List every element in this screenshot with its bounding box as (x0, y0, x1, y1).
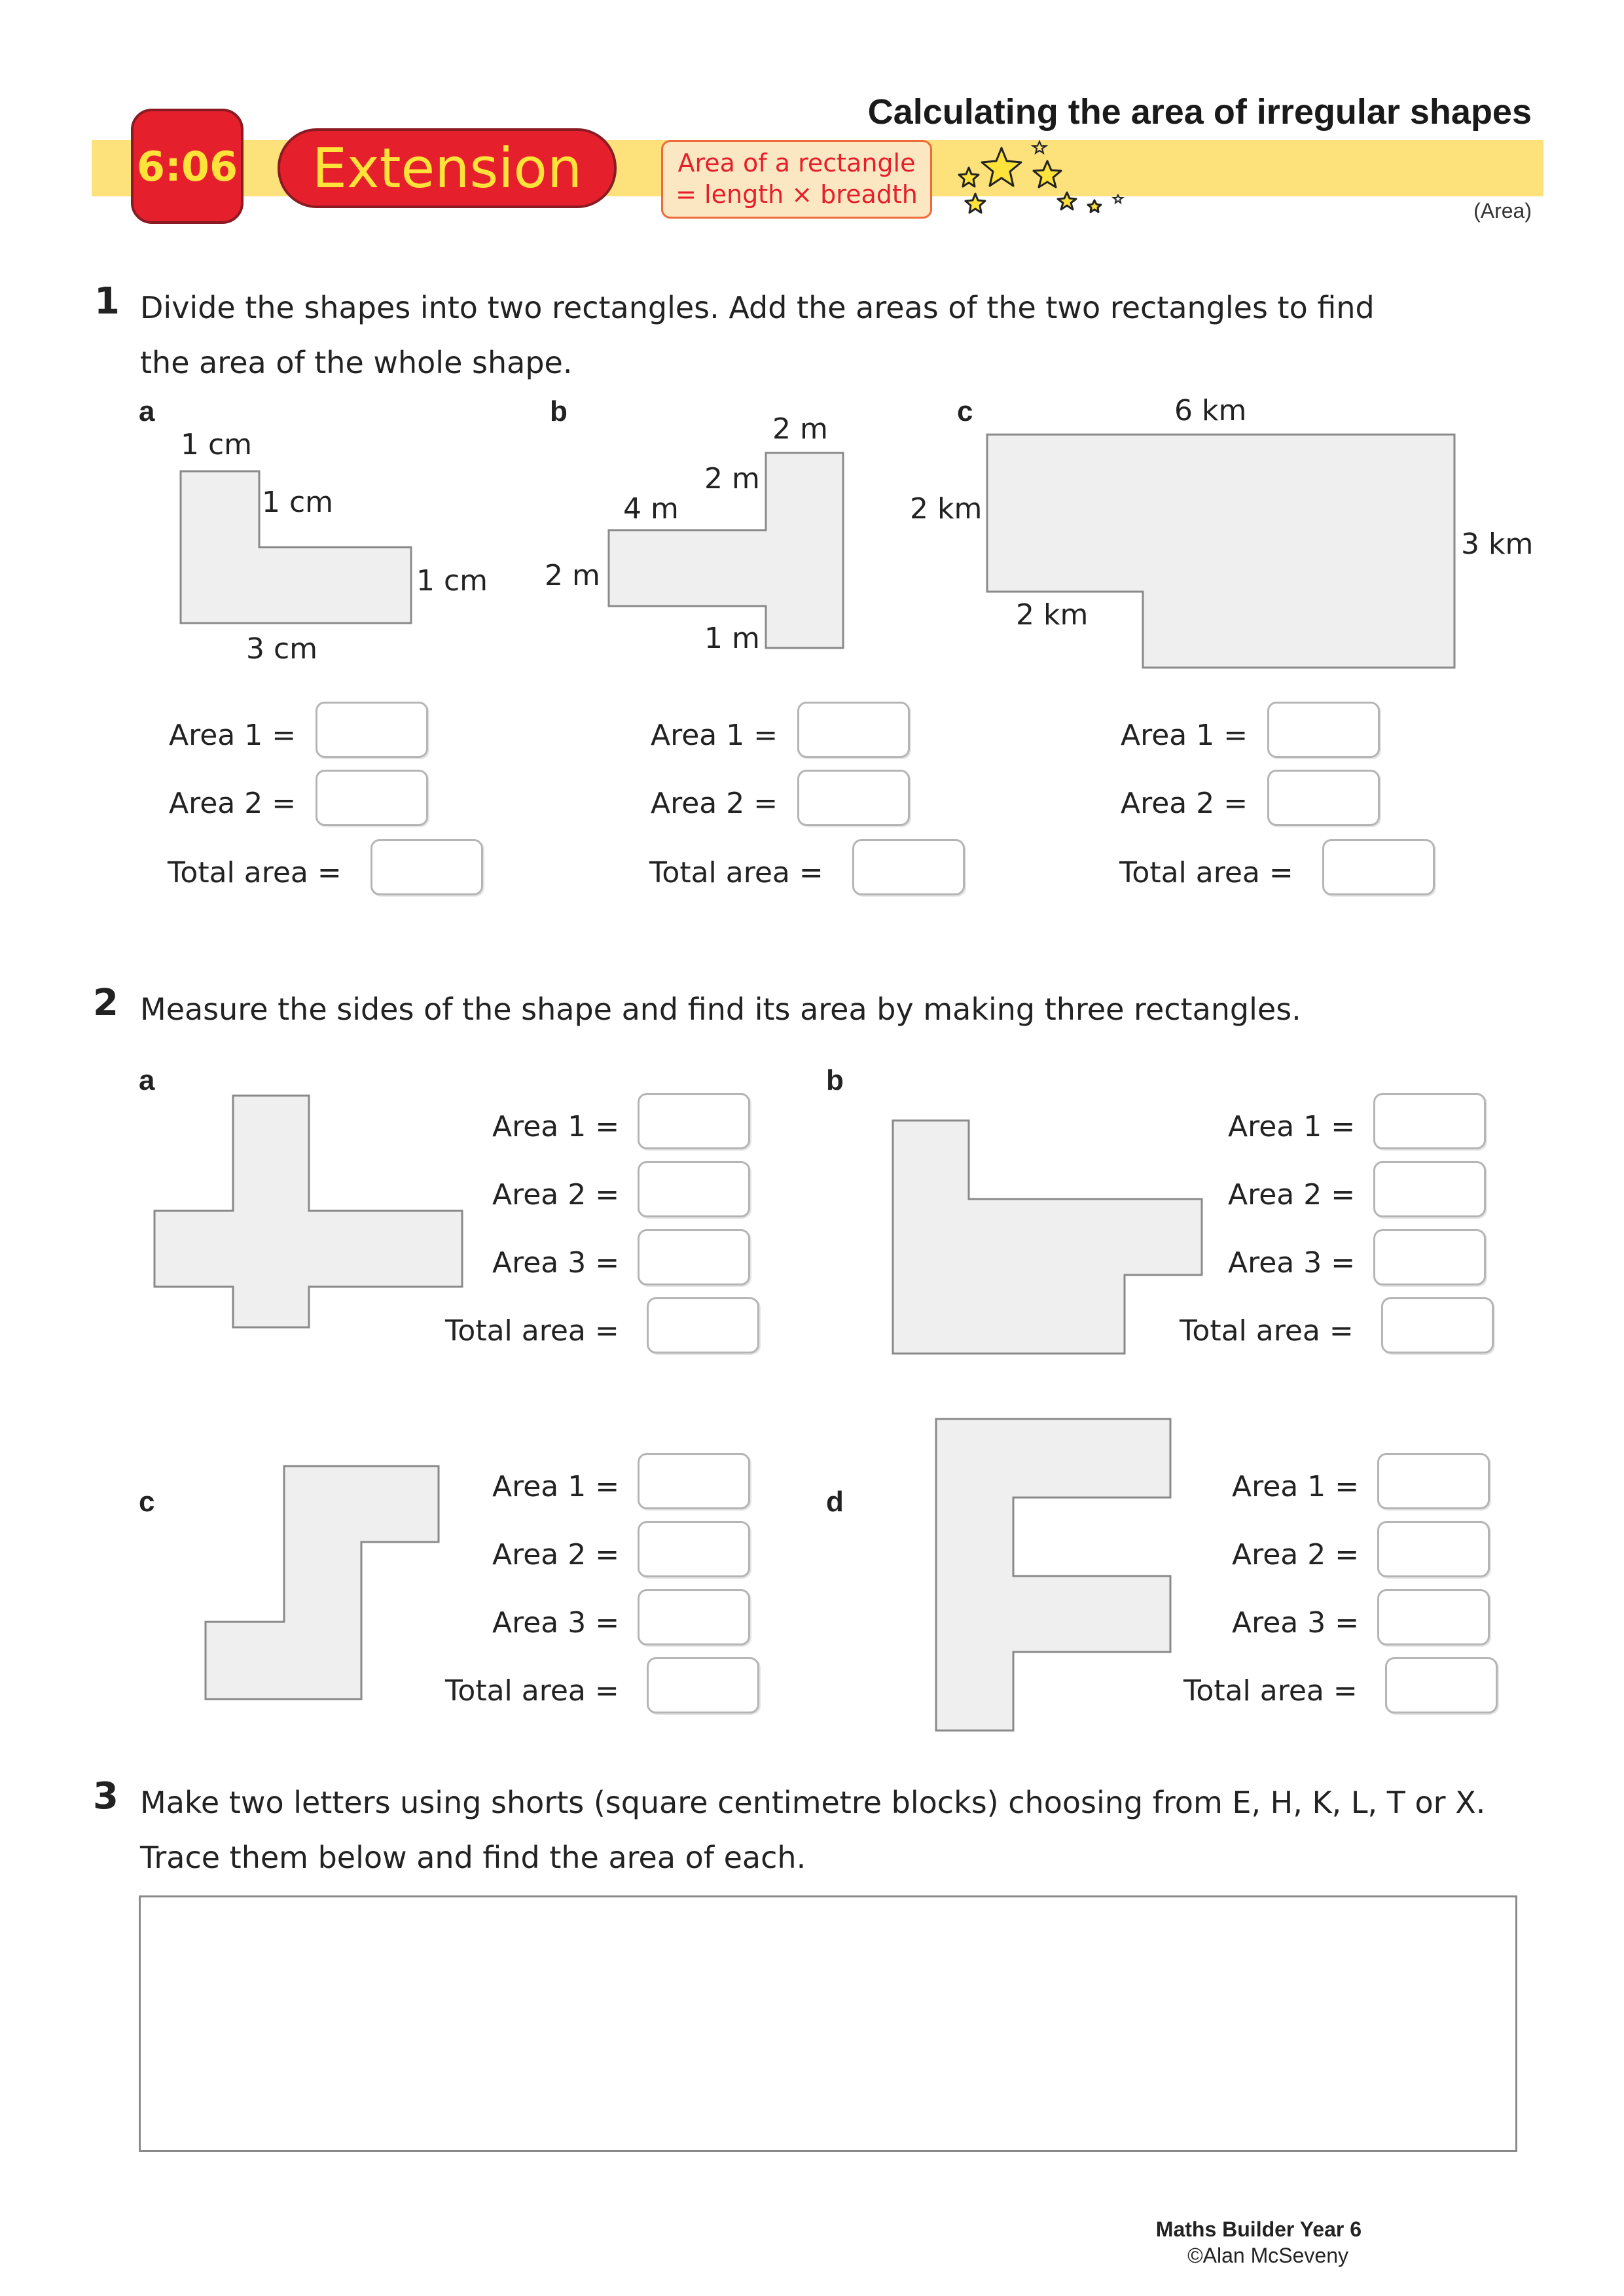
q2-shapes (0, 1047, 1624, 1767)
q2c-area1-box[interactable] (638, 1453, 750, 1509)
section-code-badge: 6:06 (131, 109, 244, 224)
q1b-total-box[interactable] (852, 839, 965, 895)
q1c-area1-box[interactable] (1267, 702, 1380, 758)
subtopic-label: (Area) (1473, 199, 1532, 223)
page-title: Calculating the area of irregular shapes (867, 92, 1532, 132)
q2d-area1-label: Area 1 = (1232, 1470, 1360, 1503)
q2d-area3-label: Area 3 = (1232, 1606, 1360, 1640)
q2b-total-box[interactable] (1381, 1297, 1494, 1354)
formula-line-2: = length × breadth (676, 180, 918, 209)
question-1-line-2: the area of the whole shape. (140, 345, 573, 380)
question-3-line-2: Trace them below and find the area of each. (140, 1840, 806, 1875)
question-1-number: 1 (94, 280, 120, 323)
q1b-area2-label: Area 2 = (651, 787, 778, 820)
q2c-area1-label: Area 1 = (492, 1470, 620, 1503)
q1c-dim-top: 6 km (1174, 394, 1247, 427)
q1c-total-label: Total area = (1119, 856, 1293, 889)
q2a-total-label: Total area = (445, 1314, 619, 1348)
q1c-shape (987, 435, 1454, 668)
q1a-total-box[interactable] (370, 839, 483, 895)
q1c-dim-right: 3 km (1461, 528, 1534, 561)
q2c-area2-box[interactable] (638, 1521, 750, 1577)
footer-copyright: ©Alan McSeveny (1187, 2244, 1348, 2267)
q2-part-b-letter: b (826, 1064, 844, 1096)
q2a-area2-box[interactable] (638, 1161, 750, 1217)
q1a-area2-box[interactable] (316, 770, 428, 826)
q2a-area1-box[interactable] (638, 1093, 750, 1149)
q1c-total-box[interactable] (1322, 839, 1435, 895)
tracing-area[interactable] (139, 1895, 1517, 2152)
q2c-area2-label: Area 2 = (492, 1538, 620, 1571)
q1c-area2-label: Area 2 = (1121, 787, 1248, 820)
q2d-total-label: Total area = (1183, 1674, 1358, 1708)
q1b-area2-box[interactable] (797, 770, 910, 826)
q2b-total-label: Total area = (1180, 1314, 1354, 1348)
q2d-area1-box[interactable] (1377, 1453, 1490, 1509)
q2d-total-box[interactable] (1385, 1657, 1498, 1713)
q2c-z-shape (206, 1466, 439, 1699)
q2a-area3-label: Area 3 = (492, 1246, 620, 1280)
q2c-area3-label: Area 3 = (492, 1606, 620, 1640)
q1a-dim-inner: 1 cm (262, 486, 334, 519)
q2-part-d-letter: d (826, 1486, 844, 1518)
q2c-total-box[interactable] (647, 1657, 759, 1713)
q1b-dim-left: 2 m (545, 559, 600, 592)
q1b-area1-box[interactable] (797, 702, 910, 758)
q2a-area3-box[interactable] (638, 1229, 750, 1285)
q1b-dim-inner: 2 m (704, 462, 760, 495)
q1c-dim-step: 2 km (1016, 598, 1089, 632)
q1c-area2-box[interactable] (1267, 770, 1380, 826)
question-1-line-1: Divide the shapes into two rectangles. Add the areas of the two rectangles to find (140, 290, 1375, 325)
q1b-total-label: Total area = (649, 856, 823, 889)
q1b-dim-top: 2 m (772, 412, 828, 446)
q2b-l-shape (893, 1121, 1202, 1354)
q2b-area2-box[interactable] (1373, 1161, 1486, 1217)
question-3-line-1: Make two letters using shorts (square centimetre blocks) choosing from E, H, K, L, T or X. (140, 1785, 1486, 1820)
q2d-area2-box[interactable] (1377, 1521, 1490, 1577)
q1a-area1-box[interactable] (316, 702, 428, 758)
q2a-area2-label: Area 2 = (492, 1178, 620, 1211)
footer-book-title: Maths Builder Year 6 (1155, 2217, 1362, 2241)
q2c-total-label: Total area = (445, 1674, 619, 1708)
question-2-text: Measure the sides of the shape and find its area by making three rectangles. (140, 992, 1301, 1027)
q2b-area1-label: Area 1 = (1228, 1110, 1356, 1143)
q2b-area3-label: Area 3 = (1228, 1246, 1356, 1280)
q2d-area3-box[interactable] (1377, 1589, 1490, 1645)
q2a-cross-shape (154, 1096, 462, 1327)
q2b-area2-label: Area 2 = (1228, 1178, 1356, 1211)
q1a-area2-label: Area 2 = (169, 787, 297, 820)
q1a-dim-bottom: 3 cm (246, 632, 318, 666)
q1a-dim-top: 1 cm (181, 428, 253, 461)
q2d-area2-label: Area 2 = (1232, 1538, 1360, 1571)
question-2-number: 2 (93, 982, 118, 1024)
q1c-area1-label: Area 1 = (1121, 719, 1248, 752)
q1-part-b-letter: b (550, 395, 568, 427)
q1a-total-label: Total area = (168, 856, 342, 889)
question-3-text (140, 1775, 1485, 1885)
q2-part-a-letter: a (139, 1064, 155, 1096)
q1a-dim-right: 1 cm (416, 564, 488, 598)
q1c-dim-left: 2 km (910, 492, 983, 526)
q1a-area1-label: Area 1 = (169, 719, 297, 752)
q1-part-a-letter: a (139, 395, 155, 427)
q1-shapes (0, 0, 1624, 720)
q1b-dim-arm: 4 m (623, 492, 679, 526)
q2a-total-box[interactable] (647, 1297, 759, 1354)
question-3-number: 3 (93, 1775, 118, 1818)
q1b-area1-label: Area 1 = (651, 719, 778, 752)
q2d-f-shape (936, 1419, 1170, 1731)
q2b-area1-box[interactable] (1373, 1093, 1486, 1149)
q2a-area1-label: Area 1 = (492, 1110, 620, 1143)
q2c-area3-box[interactable] (638, 1589, 750, 1645)
q1-part-c-letter: c (957, 395, 973, 427)
q2b-area3-box[interactable] (1373, 1229, 1486, 1285)
extension-badge: Extension (278, 128, 617, 208)
q2-part-c-letter: c (139, 1486, 155, 1518)
formula-line-1: Area of a rectangle (677, 149, 916, 177)
q1b-dim-bottom: 1 m (704, 622, 760, 655)
